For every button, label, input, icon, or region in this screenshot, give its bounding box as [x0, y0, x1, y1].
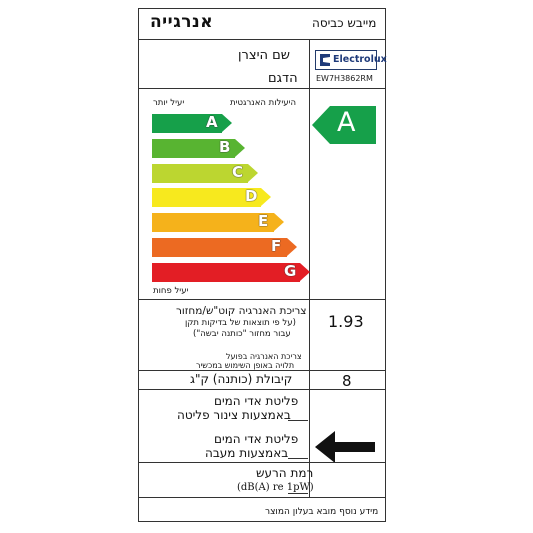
efficiency-letter-f: F: [271, 237, 282, 255]
noise-underline: [288, 493, 308, 494]
selected-arrow-icon: [315, 431, 375, 463]
efficiency-bar-d: [152, 188, 271, 207]
divider-header: [139, 39, 385, 40]
condenser-underline: [288, 458, 308, 459]
divider-condensation: [139, 462, 385, 463]
manufacturer-label: שם היצרן: [238, 48, 290, 63]
rating-letter: A: [337, 107, 356, 138]
divider-efficiency: [139, 299, 385, 300]
noise-label: רמת הרעש: [256, 466, 314, 480]
model-number: EW7H3862RM: [316, 74, 373, 83]
divider-model: [139, 88, 385, 89]
condenser-line1: פליטת אדי המים: [214, 432, 299, 446]
efficiency-letter-g: G: [284, 261, 297, 280]
divider-capacity: [139, 389, 385, 390]
consumption-label-line2: (על פי תוצאות של בדיקות תקן: [185, 318, 296, 328]
appliance-type: מייבש כביסה: [312, 16, 377, 30]
exhaust-pipe-line2: באמצעות צינור פליטה: [177, 408, 291, 422]
brand-name: Electrolux: [333, 54, 387, 65]
footer-text: מידע נוסף מובא בעלון המוצר: [265, 507, 379, 517]
efficiency-letter-b: B: [219, 137, 231, 156]
capacity-label: קיבולת (כותנה) ק"ג: [190, 372, 293, 386]
label-title: אנרגייה: [150, 12, 214, 32]
efficiency-bar-e: [152, 213, 284, 232]
exhaust-pipe-line1: פליטת אדי המים: [214, 394, 299, 408]
divider-noise: [139, 497, 385, 498]
noise-unit: (dB(A) re 1pW): [237, 482, 314, 493]
exhaust-pipe-underline: [288, 420, 308, 421]
brand-logo: [315, 50, 387, 70]
consumption-note-line2: תלויה באופן השימוש במכשיר: [196, 361, 295, 370]
less-efficient-label: יעיל פחות: [153, 286, 189, 296]
consumption-value: 1.93: [328, 312, 364, 331]
consumption-label-line3: עבור מחזור "כותנה יבשה"): [193, 329, 291, 339]
efficiency-letter-c: C: [232, 162, 244, 181]
capacity-value: 8: [342, 372, 352, 390]
efficiency-letter-a: A: [206, 113, 218, 131]
more-efficient-label: יעיל יותר: [153, 98, 185, 108]
consumption-note-line1: צריכת האנרגיה בפועל: [226, 352, 302, 361]
efficiency-bar-a: [152, 114, 232, 133]
electrolux-logo-icon: [319, 53, 331, 67]
efficiency-bar-b: [152, 139, 245, 158]
efficiency-bar-c: [152, 164, 258, 183]
efficiency-bar-g: [152, 263, 310, 282]
model-label: הדגם: [268, 71, 298, 86]
consumption-label-line1: צריכת האנרגיה קוט"ש/מחזור: [176, 305, 307, 317]
efficiency-letter-d: D: [245, 187, 258, 206]
divider-consumption: [139, 370, 385, 371]
efficiency-bar-f: [152, 238, 297, 257]
condenser-line2: באמצעות מעבה: [205, 446, 289, 460]
efficiency-letter-e: E: [258, 212, 269, 231]
efficiency-heading: היעילות האנרגטית: [230, 98, 297, 108]
